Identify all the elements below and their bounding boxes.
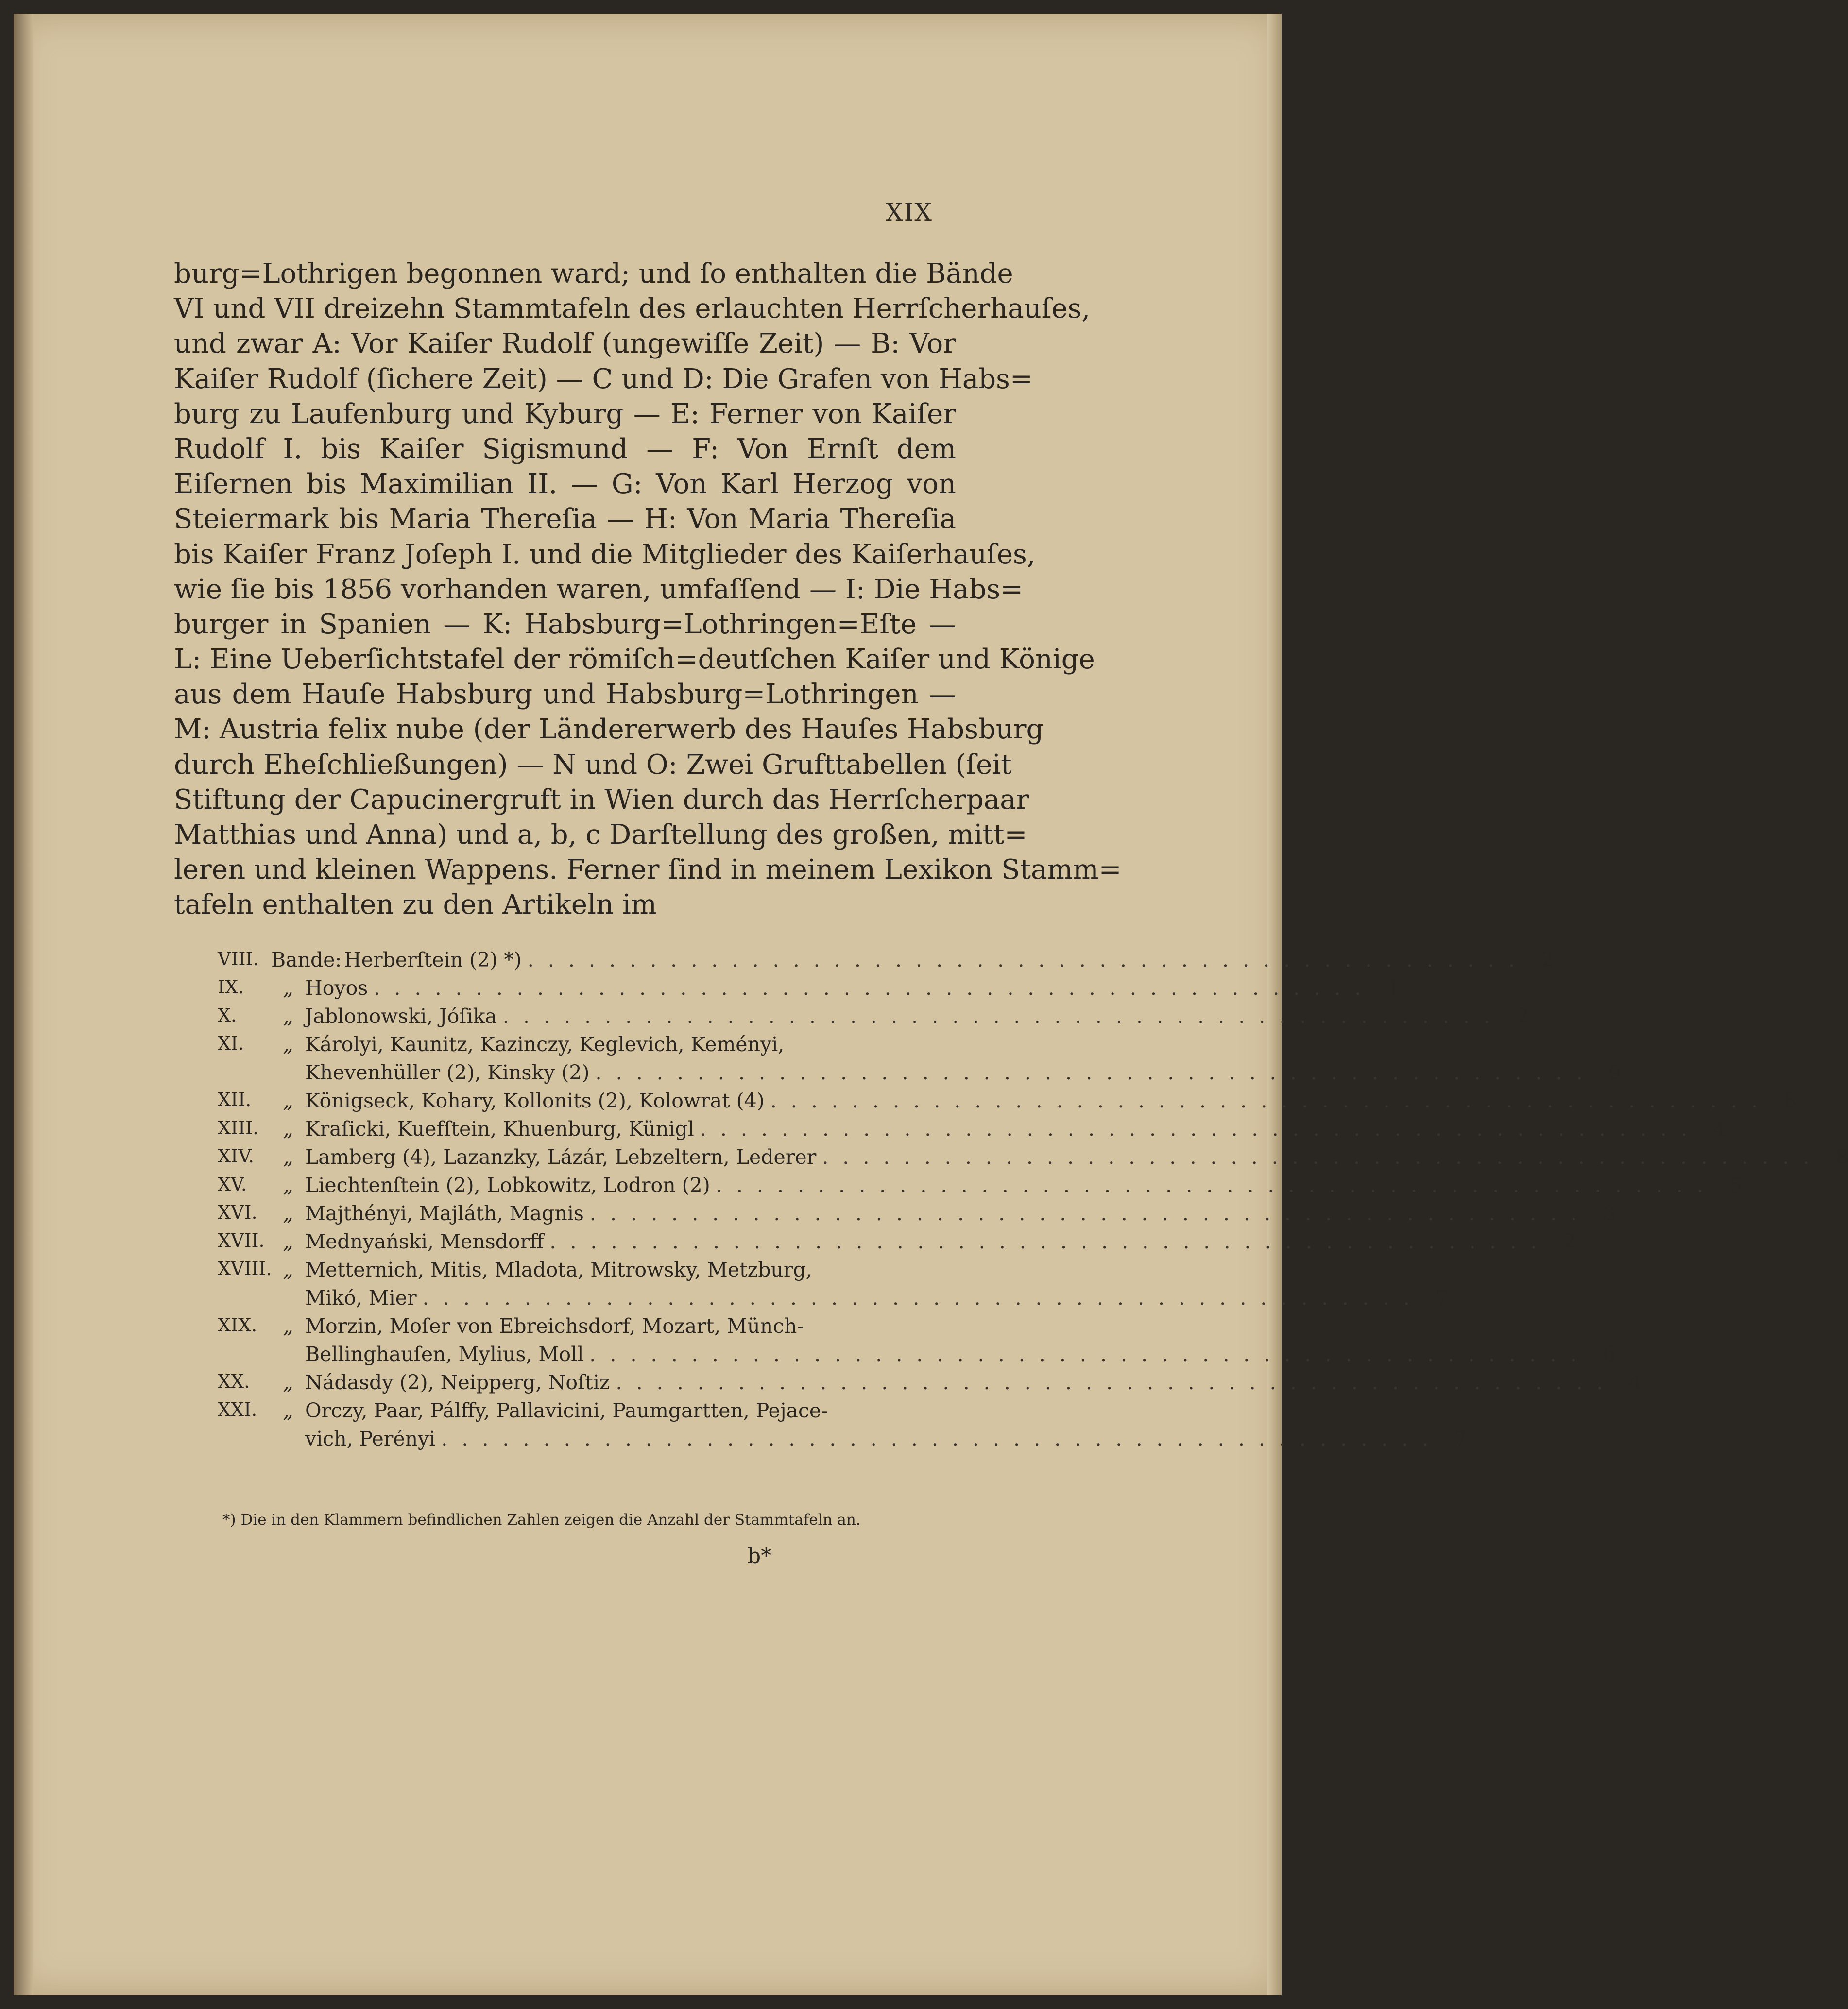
ditto-mark: „	[283, 1145, 293, 1169]
text-line: Stiftung der Capucinergruft in Wien durch das Herrſcherpaar	[174, 783, 1029, 816]
table-count: 5	[1729, 1174, 1742, 1197]
table-count: 6	[1603, 1343, 1616, 1366]
entry-names: Herberſtein (2) *)	[344, 948, 522, 971]
volume-number: XVIII.	[218, 1258, 272, 1279]
entry-names: Mednyański, Mensdorff	[305, 1230, 544, 1253]
volume-number: XII.	[218, 1089, 252, 1110]
text-line: tafeln enthalten zu den Artikeln im	[174, 889, 657, 921]
text-line: burger in Spanien — K: Habsburg=Lothringen=Eſte —	[174, 608, 956, 640]
dot-leader	[503, 1004, 1494, 1028]
volume-number: X.	[218, 1004, 237, 1026]
dot-leader	[770, 1089, 1762, 1112]
list-item	[218, 1145, 1848, 1174]
dot-leader	[441, 1427, 1432, 1450]
text-line: VI und VII dreizehn Stammtafeln des erlauchten Herrſcherhauſes,	[174, 293, 1091, 325]
table-count: 3	[1603, 1202, 1616, 1225]
body-paragraph	[174, 256, 1122, 923]
dot-leader	[528, 948, 1519, 971]
entry-names: Hoyos	[305, 976, 368, 1000]
list-item	[218, 1399, 1468, 1455]
entry-names: Metternich, Mitis, Mladota, Mitrowsky, Metzburg,	[305, 1258, 812, 1281]
ditto-mark: „	[283, 1371, 293, 1394]
text-line: bis Kaiſer Franz Joſeph I. und die Mitglieder des Kaiſerhauſes,	[174, 538, 1036, 570]
volume-number: IX.	[218, 976, 244, 998]
entry-names: Morzin, Moſer von Ebreichsdorf, Mozart, Münch-	[305, 1314, 804, 1338]
ditto-mark: „	[283, 1033, 293, 1056]
entry-names: Liechtenſtein (2), Lobkowitz, Lodron (2)	[305, 1174, 710, 1197]
table-count: 1	[1387, 976, 1400, 1000]
volume-number: XVI.	[218, 1202, 257, 1223]
entry-names: Bellinghauſen, Mylius, Moll	[305, 1343, 584, 1366]
table-count: 4	[1629, 1371, 1642, 1394]
table-count: 2	[1516, 1004, 1529, 1028]
text-line: Eiſernen bis Maximilian II. — G: Von Karl Herzog von	[174, 468, 956, 500]
volume-number: XIX.	[218, 1314, 257, 1336]
entry-names: Jablonowski, Jóſika	[305, 1004, 497, 1028]
list-item	[218, 1089, 1797, 1117]
ditto-mark: „	[283, 976, 293, 1000]
footnote: *) Die in den Klammern befindlichen Zahlen zeigen die Anzahl der Stammtafeln an.	[222, 1511, 861, 1529]
list-item	[218, 1033, 1622, 1089]
list-item	[218, 1174, 1742, 1202]
page-binding-edge	[14, 14, 33, 1995]
table-count: 4	[1713, 1117, 1726, 1141]
list-item	[218, 948, 1554, 976]
entry-names: Lamberg (4), Lazanzky, Lázár, Lebzeltern, Lederer	[305, 1145, 817, 1169]
text-line: leren und kleinen Wappens. Ferner ſind in meinem Lexikon Stamm=	[174, 854, 1122, 886]
volume-number: XV.	[218, 1174, 247, 1195]
ditto-mark: „	[283, 1230, 293, 1253]
dot-leader	[589, 1343, 1580, 1366]
volume-number: XXI.	[218, 1399, 257, 1420]
list-item	[218, 976, 1400, 1004]
list-item	[218, 1314, 1616, 1371]
table-count: 8	[1835, 1145, 1848, 1169]
entry-names: Königseck, Kohary, Kollonits (2), Kolowrat (4)	[305, 1089, 765, 1112]
table-count: 8	[1783, 1089, 1797, 1112]
text-line: Rudolf I. bis Kaiſer Sigismund — F: Von Ernſt dem	[174, 433, 956, 465]
ditto-mark: „	[283, 1314, 293, 1338]
volume-number: XVII.	[218, 1230, 265, 1251]
entry-names: Khevenhüller (2), Kinsky (2)	[305, 1061, 590, 1084]
list-item	[218, 1371, 1642, 1399]
table-count: 7	[1454, 1427, 1468, 1450]
entry-names: vich, Perényi	[305, 1427, 436, 1450]
text-line: Kaiſer Rudolf (ſichere Zeit) — C und D: Die Grafen von Habs=	[174, 363, 1033, 395]
volume-number: XIII.	[218, 1117, 259, 1139]
entry-names: Majthényi, Majláth, Magnis	[305, 1202, 584, 1225]
ditto-mark: „	[283, 1089, 293, 1112]
ditto-mark: „	[283, 1202, 293, 1225]
text-line: und zwar A: Vor Kaiſer Rudolf (ungewiſſe Zeit) — B: Vor	[174, 328, 956, 360]
ditto-mark: „	[283, 1117, 293, 1141]
text-line: M: Austria felix nube (der Ländererwerb des Hauſes Habsburg	[174, 714, 1044, 746]
ditto-mark: „	[283, 1004, 293, 1028]
printer-signature-mark: b*	[747, 1544, 772, 1568]
list-item	[218, 1258, 1449, 1314]
list-item	[218, 1230, 1576, 1258]
table-count: 7	[1436, 1286, 1449, 1310]
ditto-mark: „	[283, 1399, 293, 1422]
list-item	[218, 1117, 1726, 1145]
list-item	[218, 1202, 1616, 1230]
dot-leader	[616, 1371, 1607, 1394]
entry-names: Nádasdy (2), Neipperg, Noſtiz	[305, 1371, 610, 1394]
text-line: aus dem Hauſe Habsburg und Habsburg=Lothringen —	[174, 679, 956, 711]
text-line: burg zu Laufenburg und Kyburg — E: Ferner von Kaiſer	[174, 398, 956, 430]
dot-leader	[716, 1174, 1707, 1197]
list-item	[218, 1004, 1529, 1033]
entry-names: Orczy, Paar, Pálffy, Pallavicini, Paumgartten, Pejace-	[305, 1399, 828, 1422]
dot-leader	[700, 1117, 1691, 1141]
volume-number: XI.	[218, 1033, 244, 1054]
book-page	[14, 14, 1848, 1995]
genealogy-index-list	[218, 948, 1848, 1455]
volume-label: Bande:	[271, 948, 342, 971]
table-count: 2	[1540, 948, 1554, 971]
table-count: 9	[1608, 1061, 1622, 1084]
volume-number: VIII.	[218, 948, 259, 970]
text-line: durch Eheſchließungen) — N und O: Zwei Grufttabellen (ſeit	[174, 749, 1012, 781]
text-line: L: Eine Ueberſichtstafel der römiſch=deutſchen Kaiſer und Könige	[174, 644, 1095, 676]
dot-leader	[374, 976, 1365, 1000]
ditto-mark: „	[283, 1258, 293, 1281]
dot-leader	[549, 1230, 1540, 1253]
dot-leader	[596, 1061, 1587, 1084]
dot-leader	[423, 1286, 1414, 1310]
dot-leader	[822, 1145, 1813, 1169]
dot-leader	[590, 1202, 1581, 1225]
entry-names: Mikó, Mier	[305, 1286, 417, 1310]
entry-names: Károlyi, Kaunitz, Kazinczy, Keglevich, Keményi,	[305, 1033, 785, 1056]
entry-names: Kraſicki, Kuefſtein, Khuenburg, Künigl	[305, 1117, 694, 1141]
page-number: XIX	[886, 198, 933, 226]
ditto-mark: „	[283, 1174, 293, 1197]
text-line: Steiermark bis Maria Thereſia — H: Von Maria Thereſia	[174, 503, 956, 535]
text-line: burg=Lothrigen begonnen ward; und ſo enthalten die Bände	[174, 258, 1013, 289]
text-line: Matthias und Anna) und a, b, c Darſtellung des großen, mitt=	[174, 819, 1027, 851]
text-line: wie ſie bis 1856 vorhanden waren, umfaſſend — I: Die Habs=	[174, 573, 1024, 605]
volume-number: XX.	[218, 1371, 250, 1392]
volume-number: XIV.	[218, 1145, 254, 1167]
table-count: 2	[1563, 1230, 1576, 1253]
